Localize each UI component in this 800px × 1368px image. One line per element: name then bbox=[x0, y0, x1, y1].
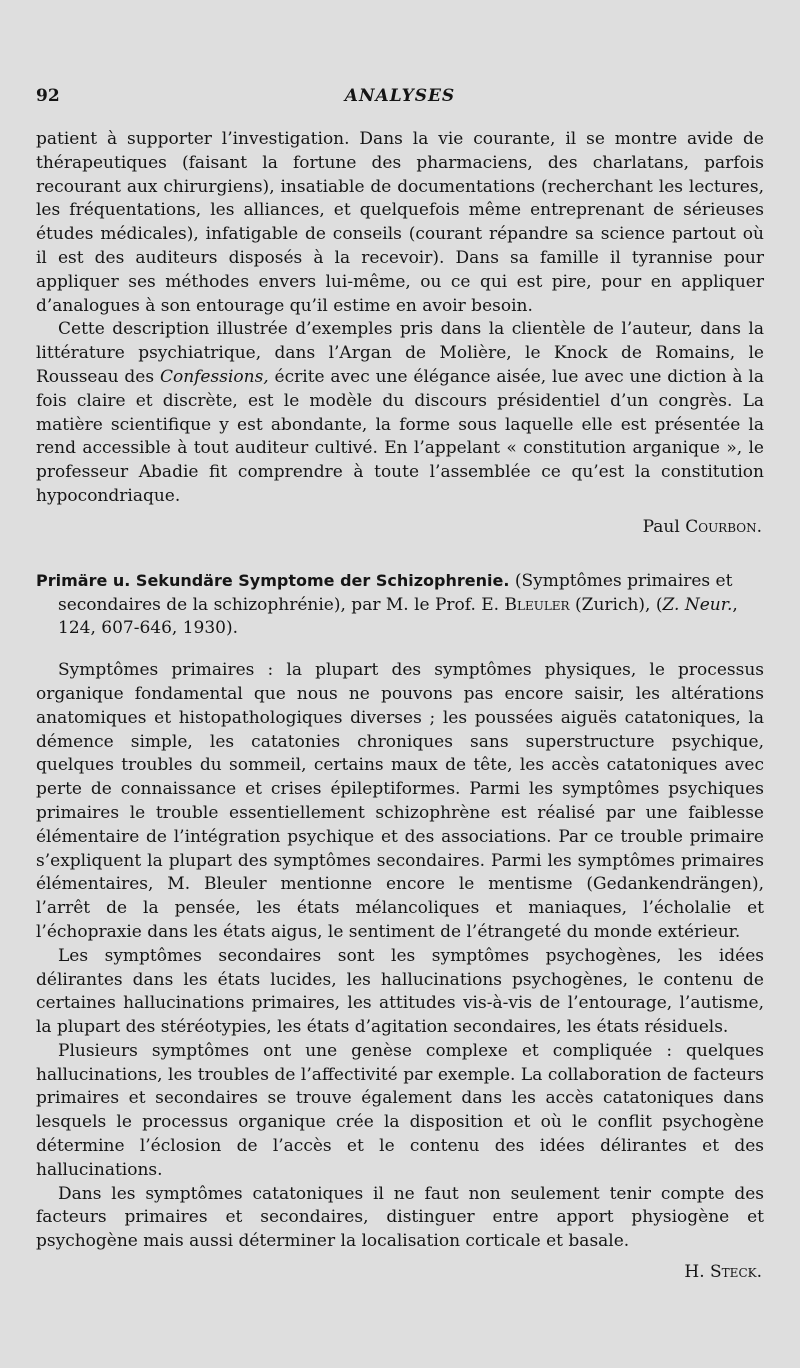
paragraph: Plusieurs symptômes ont une genèse complexe et compliquée : quelques hallucinations, les troubles de l’affectivité par exemple. La collaboration de facteurs primaires et secondaires se trouve également dans les accès catatoniques dans lesquels le processus organique crée la disposition et où le conflit psychogène détermine l’éclosion de l’accès et le contenu des idées délirantes et des hallucinations. bbox=[36, 1040, 764, 1180]
page-header bbox=[36, 86, 764, 110]
paragraph: Les symptômes secondaires sont les symptômes psychogènes, les idées délirantes dans les états lucides, les hallucinations psychogènes, le contenu de certaines hallucinations primaires, les attitudes vis-à-vis de l’entourage, l’autisme, la plupart des stéréotypies, les états d’agitation secondaires, les états résiduels. bbox=[36, 945, 764, 1038]
paragraph: Dans les symptômes catatoniques il ne faut non seulement tenir compte des facteurs primaires et secondaires, distinguer entre apport physiogène et psychogène mais aussi déterminer la localisation corticale et basale. bbox=[36, 1183, 764, 1252]
page-body bbox=[36, 128, 764, 1284]
running-head: ANALYSES bbox=[344, 86, 456, 106]
reviewer-signature bbox=[36, 1260, 764, 1284]
paragraph: patient à supporter l’investigation. Dans la vie courante, il se montre avide de thérapeutiques (faisant la fortune des pharmaciens, des charlatans, parfois recourant aux chirurgiens), insatiable de documentations (recherchant les lectures, les fréquentations, les alliances, et quelquefois même entreprenant de sérieuses études médicales), infatigable de conseils (courant répandre sa science partout où il est des auditeurs disposés à la recevoir). Dans sa famille il tyrannise pour appliquer ses méthodes envers lui-même, ou ce qui est pire, pour en appliquer d’analogues à son entourage qu’il estime en avoir besoin. bbox=[36, 129, 764, 316]
article-heading bbox=[36, 569, 764, 641]
article-location: (Zurich), ( bbox=[569, 594, 663, 615]
spacer bbox=[36, 641, 764, 659]
citation: , 124, 607-646, 1930). bbox=[58, 594, 738, 639]
review-courbon bbox=[36, 128, 764, 539]
article-title: Primäre u. Sekundäre Symptome der Schizophrenie. bbox=[36, 570, 510, 590]
text-run: Cette description illustrée d’exemples pris dans la clientèle de l’auteur, dans la littérature psychiatrique, dans l’Argan de Molière, le Knock de Romains, le Rousseau des bbox=[36, 319, 764, 387]
signature-last-name: Steck. bbox=[710, 1262, 762, 1283]
article-subtitle: (Symptômes primaires et secondaires de la schizophrénie), par M. le Prof. E. bbox=[58, 570, 733, 615]
review-bleuler bbox=[36, 569, 764, 1284]
signature-last-name: Courbon. bbox=[685, 516, 762, 537]
paragraph bbox=[36, 318, 764, 508]
italic-title: Confessions, bbox=[159, 366, 269, 387]
article-author: Bleuler bbox=[504, 594, 570, 615]
paragraph: Symptômes primaires : la plupart des symptômes physiques, le processus organique fondamental que nous ne pouvons pas encore saisir, les altérations anatomiques et histopathologiques diverses ; les poussées aiguës catatoniques, la démence simple, les catatonies chroniques sans superstructure psychique, quelques troubles du sommeil, certains maux de tête, les accès catatoniques avec perte de connaissance et crises épileptiformes. Parmi les symptômes psychiques primaires le trouble essentiellement schizophrène est réalisé par une faiblesse élémentaire de l’intégration psychique et des associations. Par ce trouble primaire s’expliquent la plupart des symptômes secondaires. Parmi les symptômes primaires élémentaires, M. Bleuler mentionne encore le mentisme (Gedankendrängen), l’arrêt de la pensée, les états mélancoliques et maniaques, l’écholalie et l’échopraxie dans les états aigus, le sentiment de l’étrangeté du monde extérieur. bbox=[36, 660, 764, 942]
page-number: 92 bbox=[36, 86, 60, 106]
signature-initial: H. bbox=[684, 1262, 711, 1283]
signature-first-name: Paul bbox=[642, 516, 686, 537]
journal-name: Z. Neur. bbox=[662, 594, 733, 615]
reviewer-signature bbox=[36, 515, 764, 539]
text-run: écrite avec une élégance aisée, lue avec une diction à la fois claire et discrète, est le modèle du discours présidentiel d’un congrès. La matière scientifique y est abondante, la forme sous laquelle elle est présentée la rend accessible à tout auditeur cultivé. En l’appelant « constitution arganique », le professeur Abadie fit comprendre à toute l’assemblée ce qu’est la constitution hypocondriaque. bbox=[36, 366, 764, 506]
